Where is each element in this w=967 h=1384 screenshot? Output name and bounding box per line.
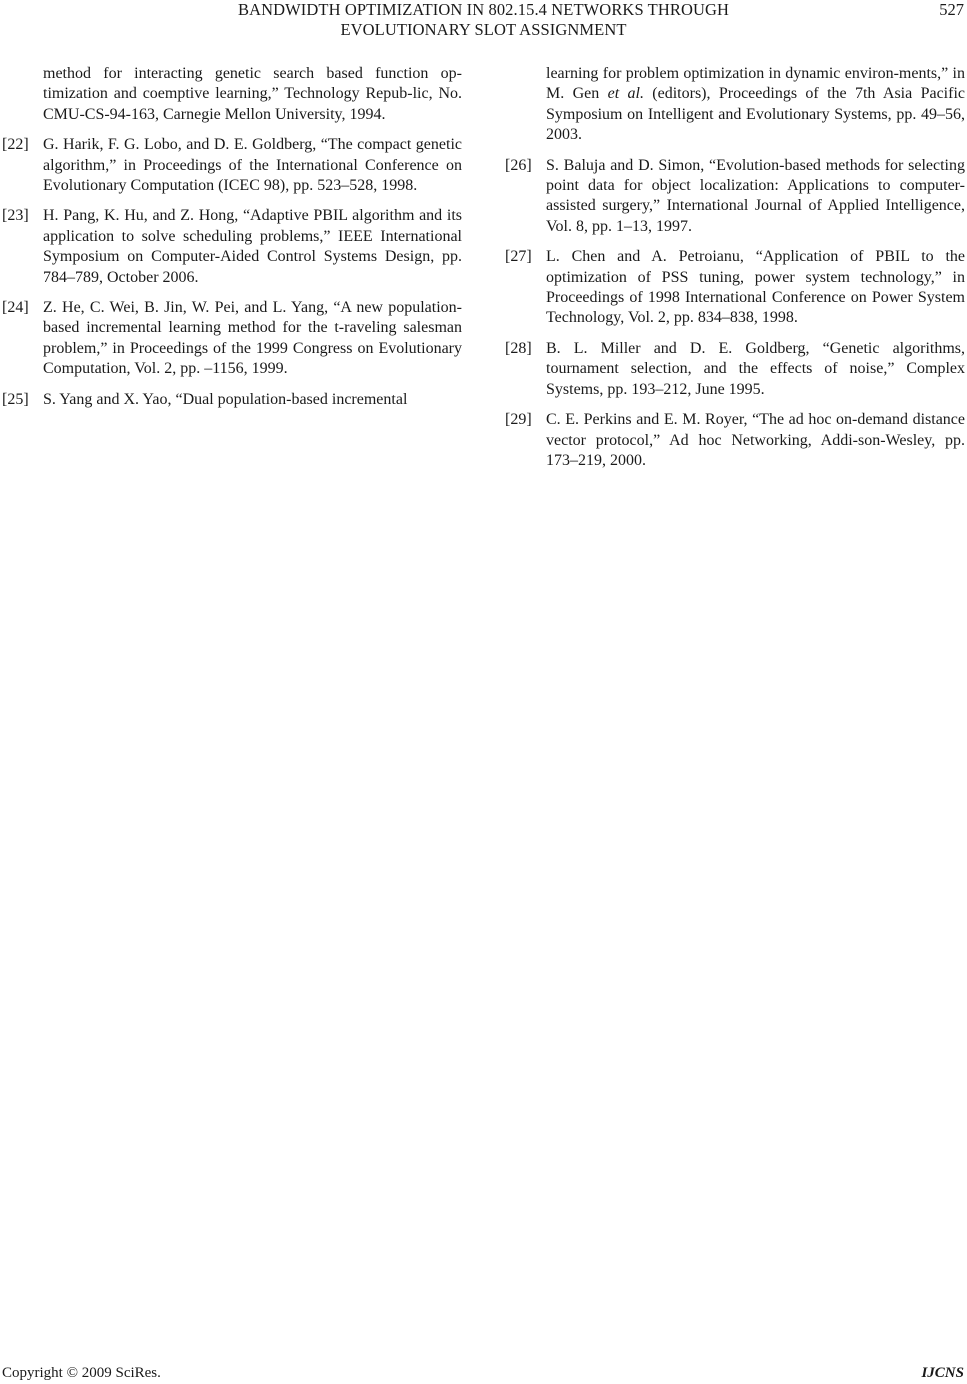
reference-number: [24] — [2, 299, 29, 317]
reference-26 — [505, 156, 965, 238]
running-title-line-1: BANDWIDTH OPTIMIZATION IN 802.15.4 NETWORKS THROUGH — [237, 0, 730, 19]
reference-number: [27] — [505, 248, 532, 266]
reference-text: H. Pang, K. Hu, and Z. Hong, “Adaptive PBIL algorithm and its application to solve scheduling problems,” IEEE International Symposium on Computer-Aided Control Systems Design, pp. 784–789, October 2006. — [43, 207, 462, 286]
copyright-notice: Copyright © 2009 SciRes. — [2, 1365, 161, 1381]
reference-number: [22] — [2, 136, 29, 154]
reference-number: [26] — [505, 156, 532, 174]
left-column — [2, 64, 462, 420]
continuation-text-start: learning for problem optimization in dynamic environ-ments,” in M. Gen — [546, 65, 965, 103]
page-footer — [0, 1363, 967, 1383]
reference-text: B. L. Miller and D. E. Goldberg, “Genetic algorithms, tournament selection, and the effects of noise,” Complex Systems, pp. 193–212, June 1995. — [546, 339, 965, 398]
reference-text: L. Chen and A. Petroianu, “Application of PBIL to the optimization of PSS tuning, power system technology,” in Proceedings of 1998 International Conference on Power System Technology, Vol. 2, pp. 834–838, 1998. — [546, 248, 965, 327]
reference-28 — [505, 339, 965, 400]
reference-number: [28] — [505, 339, 532, 357]
reference-22 — [2, 135, 462, 196]
running-title — [0, 0, 967, 40]
reference-continuation-21: method for interacting genetic search based function op-timization and coemptive learning,” Technology Repub-lic, No. CMU-CS-94-163, Carnegie Mellon University, 1994. — [43, 65, 462, 123]
running-header — [0, 0, 967, 44]
reference-continuation-25 — [505, 64, 965, 146]
page-number: 527 — [939, 0, 964, 19]
reference-text: S. Baluja and D. Simon, “Evolution-based methods for selecting point data for object localization: Applications to computer-assisted surgery,” International Journal of Applied Intelligence, Vol. 8, pp. 1–13, 1997. — [546, 156, 965, 235]
reference-29 — [505, 410, 965, 471]
reference-number: [29] — [505, 411, 532, 429]
journal-abbreviation: IJCNS — [921, 1365, 964, 1381]
reference-25 — [2, 390, 462, 410]
reference-24 — [2, 298, 462, 380]
reference-number: [23] — [2, 207, 29, 225]
reference-number: [25] — [2, 390, 29, 408]
reference-text: S. Yang and X. Yao, “Dual population-based incremental — [43, 390, 408, 408]
continuation-text-italic: et al. — [607, 85, 644, 103]
running-title-line-2: EVOLUTIONARY SLOT ASSIGNMENT — [340, 20, 627, 39]
continuation-text-end: (editors), Proceedings of the 7th Asia Pacific Symposium on Intelligent and Evolutionary Systems, pp. 49–56, 2003. — [546, 85, 965, 144]
reference-text: C. E. Perkins and E. M. Royer, “The ad hoc on-demand distance vector protocol,” Ad hoc Networking, Addi-son-Wesley, pp. 173–219, 2000. — [546, 411, 965, 469]
reference-text: G. Harik, F. G. Lobo, and D. E. Goldberg, “The compact genetic algorithm,” in Proceedings of the International Conference on Evolutionary Computation (ICEC 98), pp. 523–528, 1998. — [43, 136, 462, 195]
reference-23 — [2, 206, 462, 288]
reference-27 — [505, 247, 965, 329]
right-column — [505, 64, 965, 481]
reference-text: Z. He, C. Wei, B. Jin, W. Pei, and L. Yang, “A new population-based incremental learning method for the t-raveling salesman problem,” in Proceedings of the 1999 Congress on Evolutionary Computation, Vol. 2, pp. –1156, 1999. — [43, 299, 462, 378]
